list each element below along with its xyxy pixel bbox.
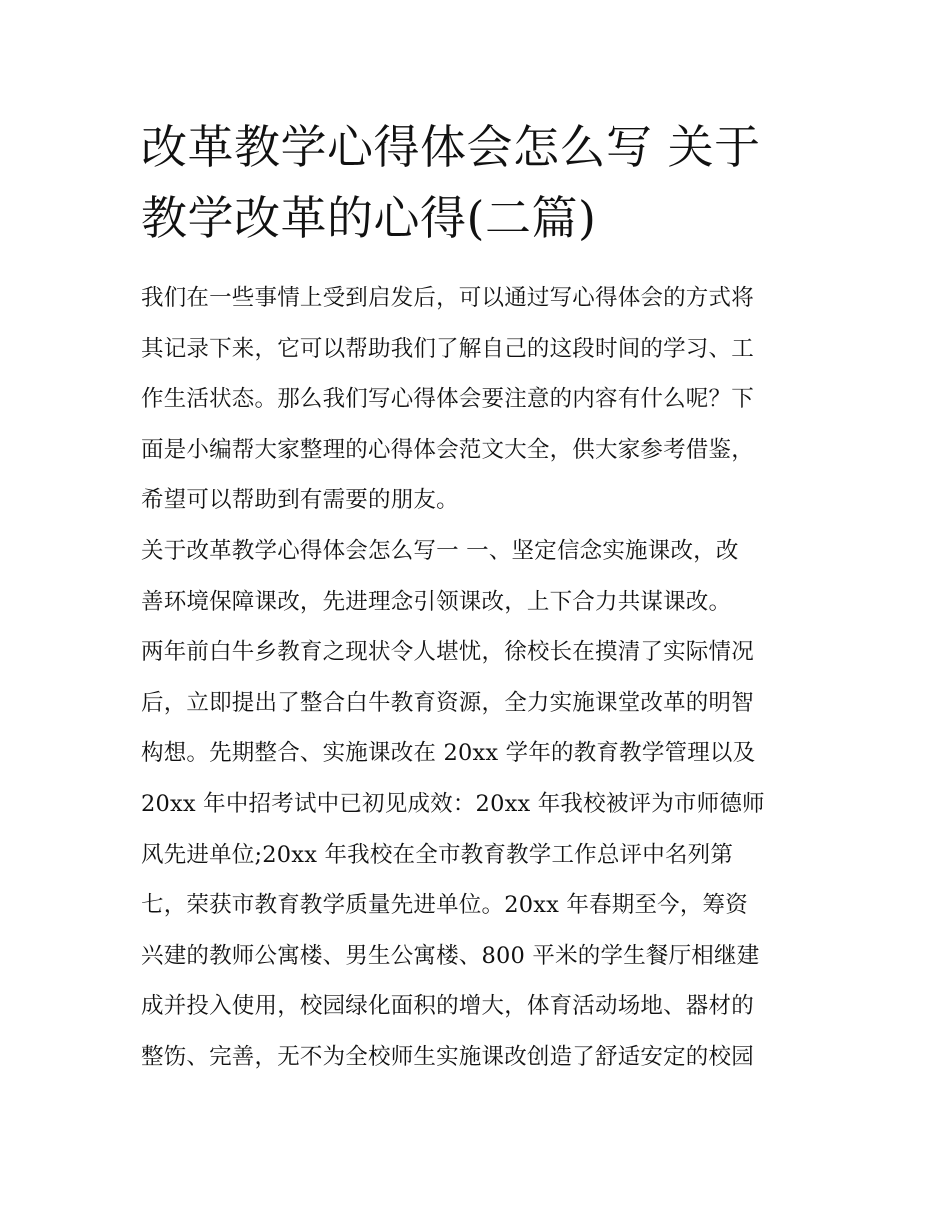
document-body (141, 273, 813, 1083)
body-line: 面是小编帮大家整理的心得体会范文大全，供大家参考借鉴， (141, 436, 754, 463)
title-line: 改革教学心得体会怎么写 关于 (141, 120, 761, 174)
body-line: 善环境保障课改，先进理念引领课改，上下合力共谋课改。 (141, 588, 732, 615)
body-line: 关于改革教学心得体会怎么写一 一、坚定信念实施课改，改 (141, 537, 739, 564)
body-line: 两年前白牛乡教育之现状令人堪忧，徐校长在摸清了实际情况 (141, 639, 754, 666)
body-line: 后，立即提出了整合白牛教育资源，全力实施课堂改革的明智 (141, 689, 754, 716)
body-line: 作生活状态。那么我们写心得体会要注意的内容有什么呢？下 (141, 386, 754, 413)
title-line: 教学改革的心得(二篇) (141, 191, 597, 245)
document-page (141, 112, 813, 1083)
body-line: 兴建的教师公寓楼、男生公寓楼、800 平米的学生餐厅相继建 (141, 942, 760, 969)
body-line: 20xx 年中招考试中已初见成效：20xx 年我校被评为市师德师 (141, 790, 765, 817)
body-line: 构想。先期整合、实施课改在 20xx 学年的教育教学管理以及 (141, 740, 756, 767)
body-line: 希望可以帮助到有需要的朋友。 (141, 487, 459, 514)
body-line: 我们在一些事情上受到启发后，可以通过写心得体会的方式将 (141, 285, 754, 311)
body-line: 成并投入使用，校园绿化面积的增大，体育活动场地、器材的 (141, 993, 754, 1020)
body-line: 整饬、完善，无不为全校师生实施课改创造了舒适安定的校园 (141, 1043, 754, 1070)
document-title (141, 112, 813, 254)
body-line: 其记录下来，它可以帮助我们了解自己的这段时间的学习、工 (141, 335, 754, 362)
body-line: 风先进单位;20xx 年我校在全市教育教学工作总评中名列第 (141, 841, 734, 868)
body-line: 七，荣获市教育教学质量先进单位。20xx 年春期至今，筹资 (141, 892, 748, 919)
